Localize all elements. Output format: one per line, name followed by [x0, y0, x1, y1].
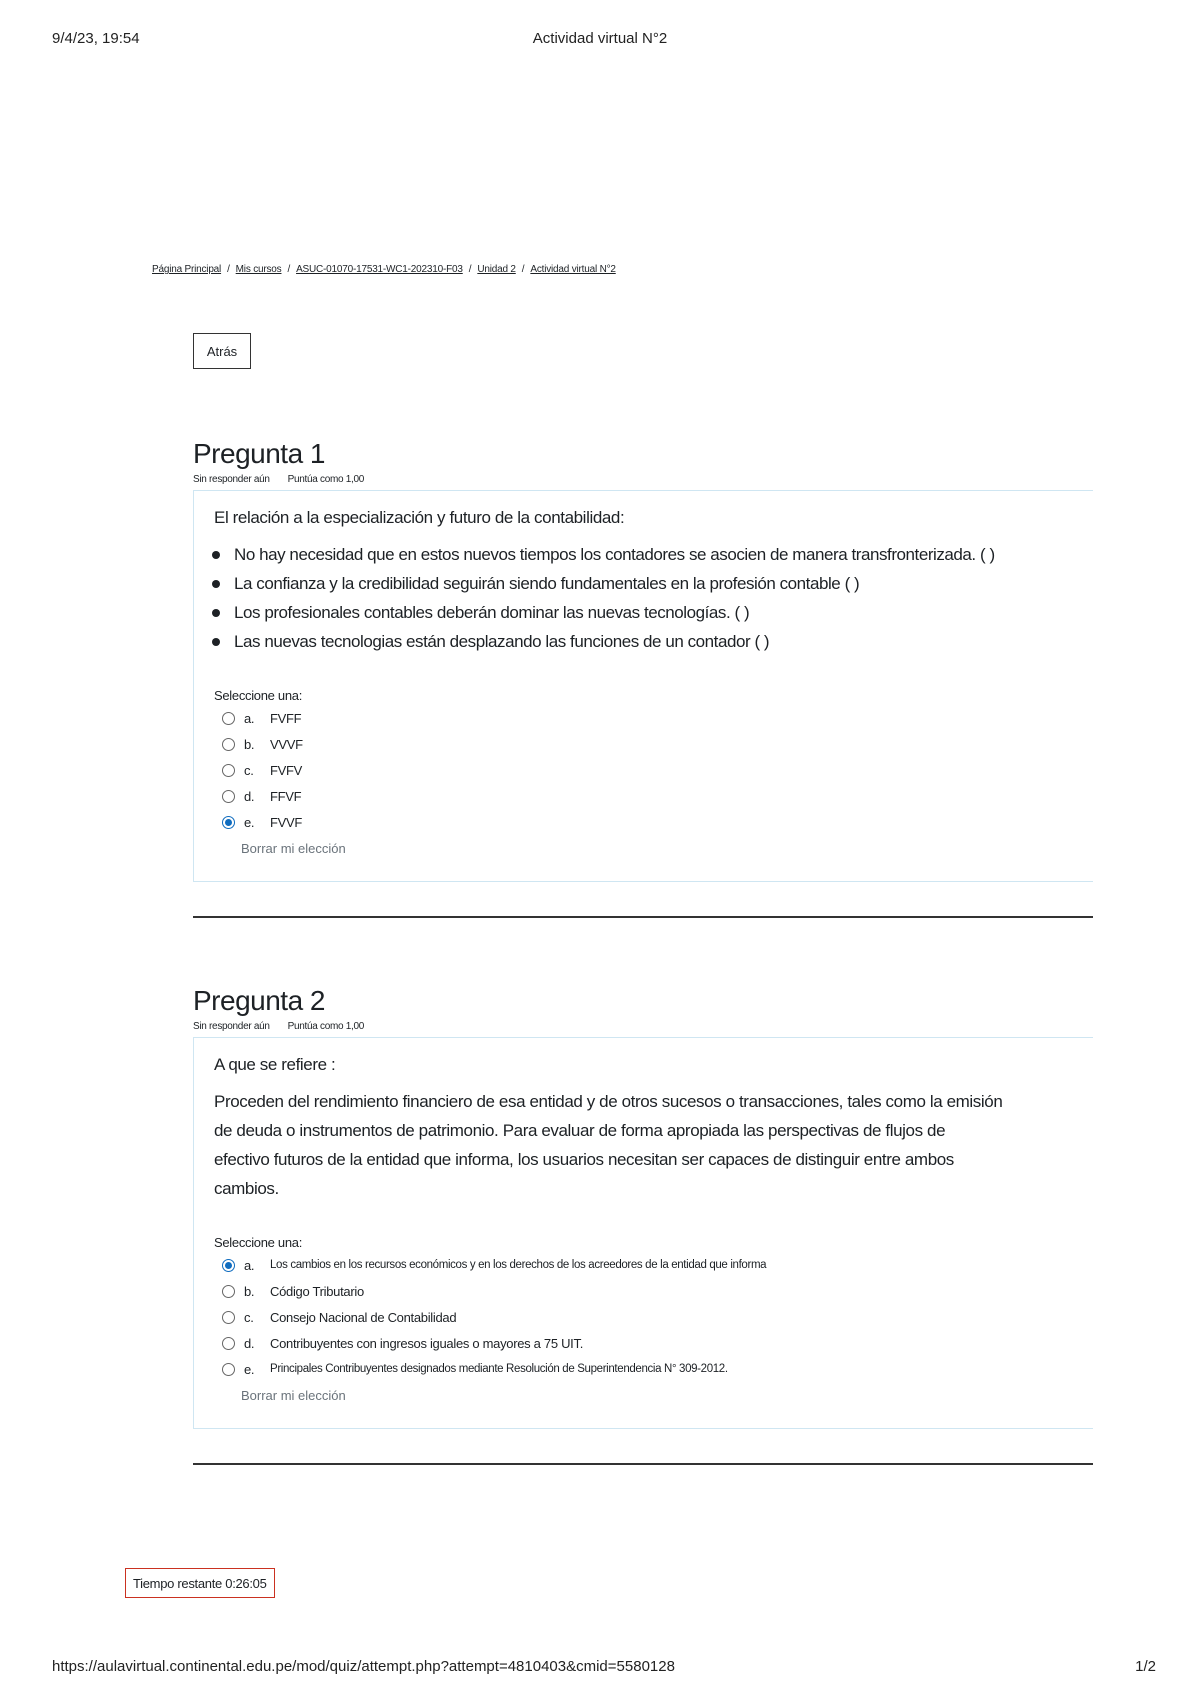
- statement-item: [212, 540, 995, 569]
- breadcrumb-separator: /: [287, 264, 291, 275]
- breadcrumb: [152, 264, 616, 275]
- option-text: Contribuyentes con ingresos iguales o mayores a 75 UIT.: [270, 1335, 584, 1351]
- statement-item: [212, 598, 995, 627]
- radio-button[interactable]: [222, 712, 235, 725]
- question-content-box: [193, 490, 1093, 882]
- select-one-label: Seleccione una:: [214, 1235, 303, 1250]
- answer-option-c[interactable]: [222, 1304, 766, 1330]
- question-score: Puntúa como 1,00: [287, 474, 364, 485]
- answer-options: [222, 1252, 766, 1382]
- paragraph-line: cambios.: [214, 1179, 279, 1198]
- print-footer: [0, 1658, 1200, 1680]
- option-text: VVVF: [270, 736, 303, 752]
- option-letter: e.: [244, 814, 255, 830]
- time-remaining-badge: Tiempo restante 0:26:05: [125, 1568, 275, 1598]
- question-meta: [193, 474, 1093, 486]
- print-page-title: Actividad virtual N°2: [532, 30, 668, 47]
- radio-button[interactable]: [222, 738, 235, 751]
- bullet-icon: [212, 609, 220, 617]
- radio-button[interactable]: [222, 1285, 235, 1298]
- option-text: Consejo Nacional de Contabilidad: [270, 1309, 457, 1325]
- breadcrumb-activity[interactable]: Actividad virtual N°2: [530, 264, 616, 275]
- option-text: FFVF: [270, 788, 302, 804]
- statement-text: Los profesionales contables deberán dominar las nuevas tecnologías. ( ): [234, 602, 750, 622]
- option-letter: b.: [244, 1283, 255, 1299]
- option-letter: c.: [244, 1309, 254, 1325]
- statement-text: La confianza y la credibilidad seguirán siendo fundamentales en la profesión contable ( ): [234, 573, 860, 593]
- question-score: Puntúa como 1,00: [287, 1021, 364, 1032]
- statement-text: No hay necesidad que en estos nuevos tiempos los contadores se asocien de manera transfronterizada. ( ): [234, 544, 995, 564]
- question-2: [193, 985, 1093, 1403]
- question-title: Pregunta 1: [193, 438, 325, 469]
- option-letter: d.: [244, 1335, 255, 1351]
- back-button[interactable]: Atrás: [193, 333, 251, 369]
- answer-option-d[interactable]: [222, 1330, 766, 1356]
- answer-option-b[interactable]: [222, 731, 303, 757]
- radio-button-selected[interactable]: [222, 1259, 235, 1272]
- radio-button[interactable]: [222, 1363, 235, 1376]
- statement-text: Las nuevas tecnologias están desplazando las funciones de un contador ( ): [234, 631, 770, 651]
- answer-option-e[interactable]: [222, 809, 303, 835]
- question-content-box: [193, 1037, 1093, 1429]
- option-text: Los cambios en los recursos económicos y en los derechos de los acreedores de la entidad que informa: [270, 1259, 767, 1271]
- option-letter: a.: [244, 1257, 255, 1273]
- answer-option-e[interactable]: [222, 1356, 766, 1382]
- paragraph-line: Proceden del rendimiento financiero de esa entidad y de otros sucesos o transacciones, tales como la emisión: [214, 1092, 1003, 1111]
- breadcrumb-separator: /: [521, 264, 525, 275]
- question-prompt: El relación a la especialización y futuro de la contabilidad:: [214, 508, 625, 527]
- option-text: FVFV: [270, 762, 303, 778]
- answer-option-d[interactable]: [222, 783, 303, 809]
- radio-button[interactable]: [222, 1337, 235, 1350]
- question-meta: [193, 1021, 1093, 1033]
- question-status: Sin responder aún: [193, 1021, 270, 1032]
- option-text: FVVF: [270, 814, 303, 830]
- option-text: Principales Contribuyentes designados mediante Resolución de Superintendencia N° 309-2012.: [270, 1363, 728, 1375]
- statement-item: [212, 627, 995, 656]
- statement-item: [212, 569, 995, 598]
- statement-list: [212, 540, 995, 656]
- option-letter: d.: [244, 788, 255, 804]
- answer-option-a[interactable]: [222, 705, 303, 731]
- radio-button[interactable]: [222, 790, 235, 803]
- breadcrumb-home[interactable]: Página Principal: [152, 264, 222, 275]
- answer-option-b[interactable]: [222, 1278, 766, 1304]
- question-title: Pregunta 2: [193, 985, 325, 1016]
- option-text: FVFF: [270, 710, 302, 726]
- question-divider: [193, 916, 1093, 918]
- question-divider: [193, 1463, 1093, 1465]
- breadcrumb-separator: /: [468, 264, 472, 275]
- question-status: Sin responder aún: [193, 474, 270, 485]
- print-page-number: 1/2: [1135, 1658, 1156, 1675]
- print-url: https://aulavirtual.continental.edu.pe/mod/quiz/attempt.php?attempt=4810403&cmid=5580128: [52, 1658, 675, 1675]
- option-letter: c.: [244, 762, 254, 778]
- option-letter: a.: [244, 710, 255, 726]
- clear-choice-link[interactable]: Borrar mi elección: [241, 841, 346, 856]
- bullet-icon: [212, 580, 220, 588]
- radio-button[interactable]: [222, 1311, 235, 1324]
- paragraph-line: efectivo futuros de la entidad que informa, los usuarios necesitan ser capaces de distinguir entre ambos: [214, 1150, 954, 1169]
- clear-choice-link[interactable]: Borrar mi elección: [241, 1388, 346, 1403]
- radio-button-selected[interactable]: [222, 816, 235, 829]
- option-letter: b.: [244, 736, 255, 752]
- breadcrumb-course[interactable]: ASUC-01070-17531-WC1-202310-F03: [296, 264, 463, 275]
- breadcrumb-unit[interactable]: Unidad 2: [477, 264, 516, 275]
- option-letter: e.: [244, 1361, 255, 1377]
- radio-button[interactable]: [222, 764, 235, 777]
- question-prompt: A que se refiere :: [214, 1055, 336, 1074]
- bullet-icon: [212, 551, 220, 559]
- print-datetime: 9/4/23, 19:54: [52, 30, 140, 47]
- answer-option-a[interactable]: [222, 1252, 766, 1278]
- question-1: [193, 438, 1093, 856]
- answer-option-c[interactable]: [222, 757, 303, 783]
- select-one-label: Seleccione una:: [214, 688, 303, 703]
- question-paragraph: [214, 1087, 1094, 1203]
- paragraph-line: de deuda o instrumentos de patrimonio. Para evaluar de forma apropiada las perspectivas de flujos de: [214, 1121, 946, 1140]
- bullet-icon: [212, 638, 220, 646]
- breadcrumb-separator: /: [227, 264, 230, 275]
- print-header: [0, 30, 1200, 52]
- option-text: Código Tributario: [270, 1283, 364, 1299]
- breadcrumb-my-courses[interactable]: Mis cursos: [235, 264, 282, 275]
- answer-options: [222, 705, 303, 835]
